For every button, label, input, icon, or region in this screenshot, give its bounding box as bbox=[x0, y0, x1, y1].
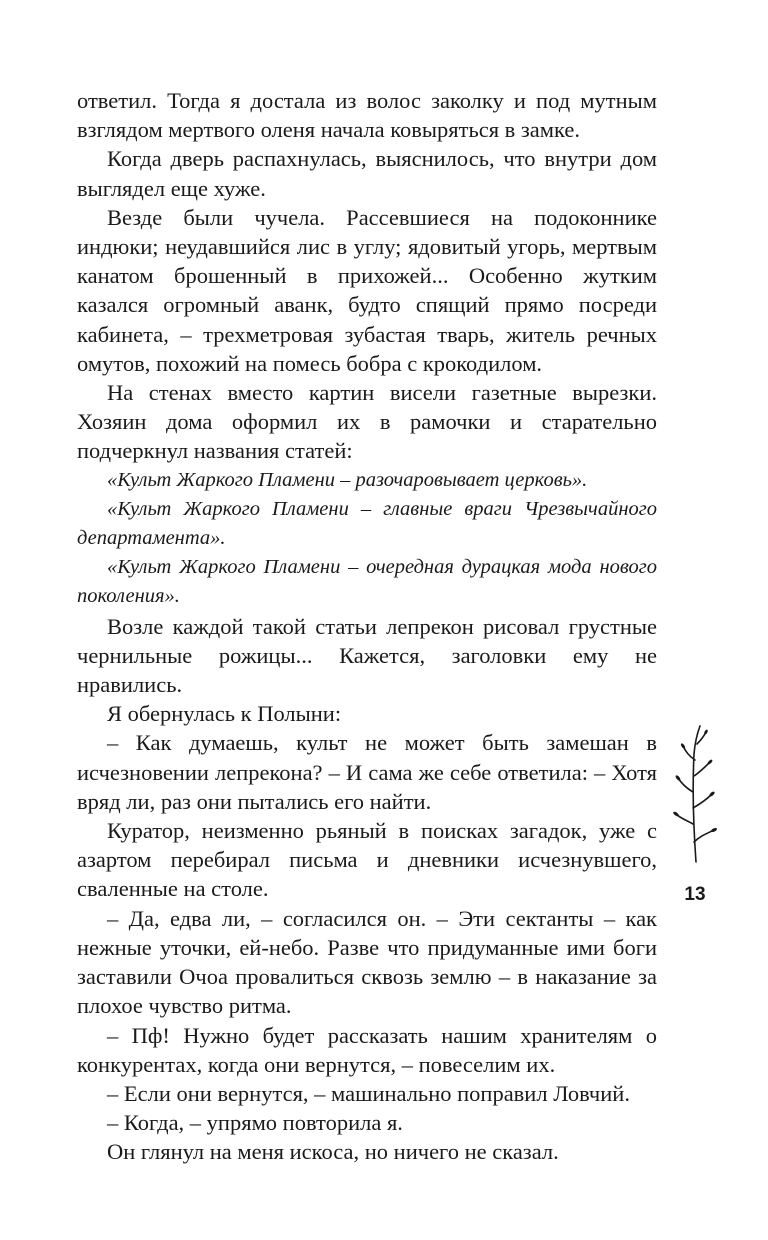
paragraph: Куратор, неизменно рьяный в поисках загадок, уже с азартом перебирал письма и дневники исчезнувшего, сваленные на столе. bbox=[77, 818, 657, 902]
paragraph: – Да, едва ли, – согласился он. – Эти сектанты – как нежные уточки, ей-небо. Разве что придуманные ими боги заставили Очоа провалиться сквозь землю – в наказание за плохое чувство ритма. bbox=[77, 905, 657, 1019]
sprig-icon bbox=[670, 724, 730, 864]
paragraph: Он глянул на меня искоса, но ничего не сказал. bbox=[107, 1139, 559, 1165]
paragraph: – Когда, – упрямо повторила я. bbox=[107, 1110, 403, 1136]
paragraph: – Как думаешь, культ не может быть замешан в исчезновении лепрекона? – И сама же себе ответила: – Хотя вряд ли, раз они пытались его найти. bbox=[77, 730, 657, 814]
paragraph: ответил. Тогда я достала из волос заколку и под мутным взглядом мертвого оленя начала ковыряться в замке. bbox=[77, 88, 657, 143]
quote-paragraph: «Культ Жаркого Пламени – очередная дурацкая мода нового поколения». bbox=[77, 556, 657, 608]
paragraph: – Пф! Нужно будет рассказать нашим хранителям о конкурентах, когда они вернутся, – повеселим их. bbox=[77, 1022, 657, 1077]
body-text bbox=[77, 86, 657, 1167]
page-number: 13 bbox=[684, 884, 706, 905]
paragraph: Везде были чучела. Рассевшиеся на подоконнике индюки; неудавшийся лис в углу; ядовитый угорь, мертвым канатом брошенный в прихожей... Особенно жутким казался огромный аванк, будто спящий прямо посреди кабинета, – трехметровая зубастая тварь, житель речных омутов, похожий на помесь бобра с крокодилом. bbox=[77, 204, 657, 376]
paragraph: – Если они вернутся, – машинально поправил Ловчий. bbox=[107, 1080, 630, 1106]
paragraph: На стенах вместо картин висели газетные вырезки. Хозяин дома оформил их в рамочки и старательно подчеркнул названия статей: bbox=[77, 380, 657, 464]
quote-paragraph: «Культ Жаркого Пламени – разочаровывает церковь». bbox=[107, 468, 588, 491]
paragraph: Я обернулась к Полыни: bbox=[107, 701, 342, 727]
paragraph: Когда дверь распахнулась, выяснилось, что внутри дом выглядел еще хуже. bbox=[77, 146, 657, 201]
paragraph: Возле каждой такой статьи лепрекон рисовал грустные чернильные рожицы... Кажется, заголовки ему не нравились. bbox=[77, 613, 657, 698]
quote-paragraph: «Культ Жаркого Пламени – главные враги Чрезвычайного департамента». bbox=[77, 497, 657, 550]
